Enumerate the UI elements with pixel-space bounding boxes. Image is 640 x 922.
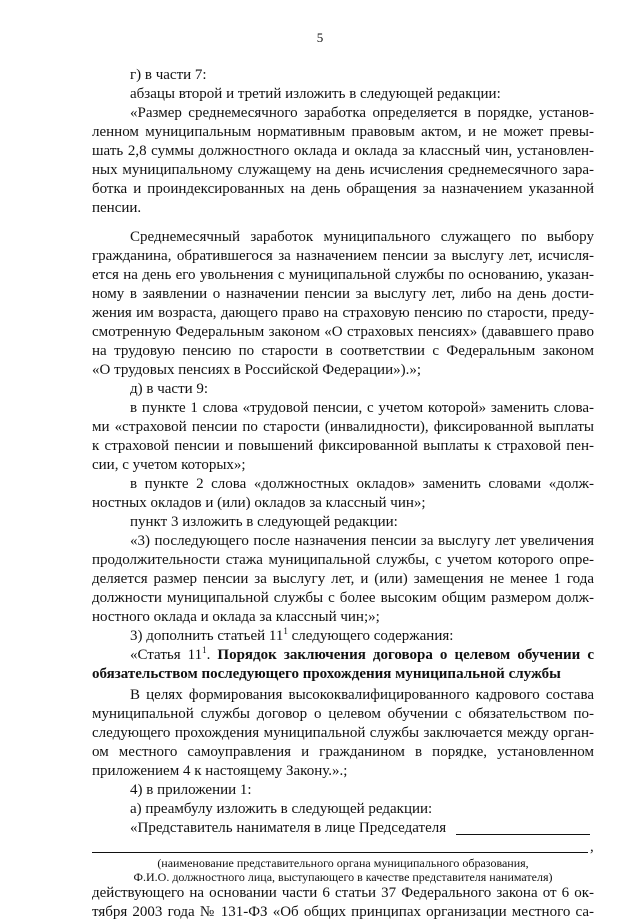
article-title: Порядок заключения договора о целевом обучении с	[217, 647, 595, 663]
text-line: ному в заявлении о назначении пенсии за выслугу лет, либо на день дости-	[92, 286, 594, 302]
text-line: ом местного самоуправления и гражданином в порядке, установленном	[92, 744, 594, 760]
text-line: действующего на основании части 6 статьи 37 Федерального закона от 6 ок-	[92, 885, 594, 901]
amend-line-text: следующего содержания:	[287, 628, 454, 644]
comma: ,	[590, 839, 594, 855]
text-line: ми «страховой пенсии по старости (инвалидности), фиксированной выплаты	[92, 419, 594, 435]
blank-caption: Ф.И.О. должностного лица, выступающего в качестве представителя нанимателя)	[133, 870, 553, 884]
fill-in-blank	[456, 834, 590, 835]
text-line: шать 2,8 суммы должностного оклада и оклада за классный чин, установлен-	[92, 143, 594, 159]
text-line: гражданина, обратившегося за назначением пенсии за выслугу лет, исчисля-	[92, 248, 594, 264]
superscript: 1	[283, 626, 288, 636]
text-line: а) преамбулу изложить в следующей редакции:	[130, 801, 433, 817]
page-number: 5	[316, 30, 324, 45]
text-line: на трудовую пенсию по старости в соответствии с Федеральным законом	[92, 343, 594, 359]
text-line: ностных окладов и (или) окладов за классный чин»;	[92, 495, 426, 511]
text-line: «Представитель нанимателя в лице Председателя	[130, 820, 447, 836]
text-line: пенсии.	[92, 200, 142, 216]
text-line: ется на день его увольнения с муниципальной службы по основанию, указан-	[92, 267, 594, 283]
superscript: 1	[202, 645, 207, 655]
article-dot: .	[206, 647, 218, 663]
text-line: в пункте 1 слова «трудовой пенсии, с учетом которой» заменить слова-	[130, 400, 594, 416]
text-line: к страховой пенсии и повышений фиксированной выплаты к страховой пен-	[92, 438, 594, 454]
text-line: В целях формирования высококвалифицированного кадрового состава	[130, 687, 594, 703]
text-line: тября 2003 года № 131-ФЗ «Об общих принципах организации местного са-	[92, 904, 594, 920]
text-line: д) в части 9:	[130, 381, 209, 397]
article-prefix: «Статья 11	[130, 647, 203, 663]
text-line: ботка и проиндексированных на день обращения за назначением указанной	[92, 181, 594, 197]
text-line: следующего прохождения муниципальной службы заключается между орган-	[92, 725, 594, 741]
text-line: продолжительности стажа муниципальной службы, с учетом которого опре-	[92, 552, 594, 568]
blank-caption: (наименование представительного органа муниципального образования,	[157, 856, 529, 870]
fill-in-blank	[92, 852, 588, 853]
text-line: «Размер среднемесячного заработка определяется в порядке, установ-	[130, 105, 594, 121]
text-line: ленном муниципальным нормативным правовым актом, и не может превы-	[92, 124, 594, 140]
text-line: ных муниципальному служащему на день исчисления среднемесячного зара-	[92, 162, 594, 178]
text-line: Среднемесячный заработок муниципального служащего по выбору	[130, 229, 594, 245]
text-line: «О трудовых пенсиях в Российской Федерации»).»;	[92, 362, 422, 378]
text-line: «3) последующего после назначения пенсии за выслугу лет увеличения	[130, 533, 594, 549]
text-line: сии, с учетом которых»;	[92, 457, 246, 473]
text-line: жения им возраста, дающего право на страховую пенсию по старости, преду-	[92, 305, 594, 321]
text-line: в пункте 2 слова «должностных окладов» заменить словами «долж-	[130, 476, 594, 492]
text-line: смотренную Федеральным законом «О страховых пенсиях» (дававшего право	[92, 324, 594, 340]
text-line: должности муниципальной службы с более высоким общим размером долж-	[92, 590, 594, 606]
text-line: г) в части 7:	[130, 67, 207, 83]
amend-line	[130, 627, 594, 646]
text-line: приложением 4 к настоящему Закону.».;	[92, 763, 348, 779]
text-line: пункт 3 изложить в следующей редакции:	[130, 514, 398, 530]
text-line: абзацы второй и третий изложить в следующей редакции:	[130, 86, 501, 102]
article-heading	[130, 646, 594, 665]
text-line: деляется размер пенсии за выслугу лет, и (или) замещения не менее 1 года	[92, 571, 594, 587]
amend-line-text: 3) дополнить статьей 11	[130, 628, 284, 644]
text-line: ностного оклада и оклада за классный чин;»;	[92, 609, 380, 625]
text-line: 4) в приложении 1:	[130, 782, 252, 798]
text-line: муниципальной службы договор о целевом обучении с обязательством по-	[92, 706, 594, 722]
article-title-cont: обязательством последующего прохождения муниципальной службы	[92, 666, 561, 682]
